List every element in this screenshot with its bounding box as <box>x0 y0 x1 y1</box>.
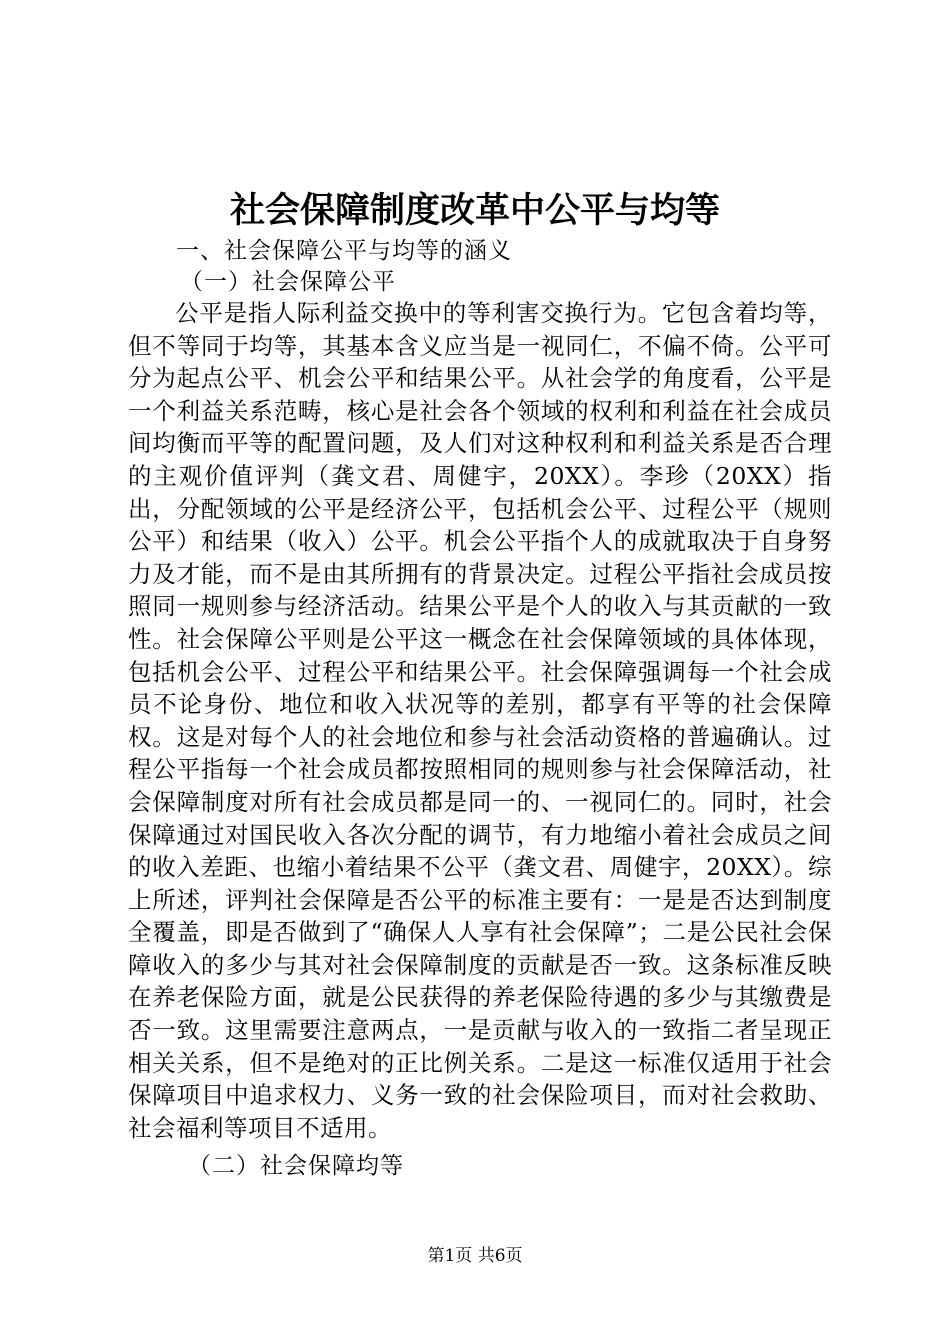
section-heading: 一、社会保障公平与均等的涵义 <box>176 238 512 264</box>
page-number-footer: 第1页 共6页 <box>427 1246 523 1266</box>
subsection-heading-equality: （二）社会保障均等 <box>188 1153 404 1179</box>
body-paragraph: 公平是指人际利益交换中的等利害交换行为。它包含着均等，但不等同于均等，其基本含义应当是一视同仁，不偏不倚。公平可分为起点公平、机会公平和结果公平。从社会学的角度看，公平是一个利益关系范畴，核心是社会各个领域的权利和利益在社会成员间均衡而平等的配置问题，及人们对这种权利和利益关系是否合理的主观价值评判（龚文君、周健宇，20XX）。李珍（20XX）指出，分配领域的公平是经济公平，包括机会公平、过程公平（规则公平）和结果（收入）公平。机会公平指个人的成就取决于自身努力及才能，而不是由其所拥有的背景决定。过程公平指社会成员按照同一规则参与经济活动。结果公平是个人的收入与其贡献的一致性。社会保障公平则是公平这一概念在社会保障领域的具体体现，包括机会公平、过程公平和结果公平。社会保障强调每一个社会成员不论身份、地位和收入状况等的差别，都享有平等的社会保障权。这是对每个人的社会地位和参与社会活动资格的普遍确认。过程公平指每一个社会成员都按照相同的规则参与社会保障活动，社会保障制度对所有社会成员都是同一的、一视同仁的。同时，社会保障通过对国民收入各次分配的调节，有力地缩小着社会成员之间的收入差距、也缩小着结果不公平（龚文君、周健宇，20XX）。综上所述，评判社会保障是否公平的标准主要有：一是是否达到制度全覆盖，即是否做到了“确保人人享有社会保障”；二是公民社会保障收入的多少与其对社会保障制度的贡献是否一致。这条标准反映在养老保险方面，就是公民获得的养老保险待遇的多少与其缴费是否一致。这里需要注意两点，一是贡献与收入的一致指二者呈现正相关关系，但不是绝对的正比例关系。二是这一标准仅适用于社会保障项目中追求权力、义务一致的社会保险项目，而对社会救助、社会福利等项目不适用。 <box>128 299 832 1142</box>
subsection-heading-fairness: （一）社会保障公平 <box>180 269 396 295</box>
document-title: 社会保障制度改革中公平与均等 <box>229 190 720 231</box>
